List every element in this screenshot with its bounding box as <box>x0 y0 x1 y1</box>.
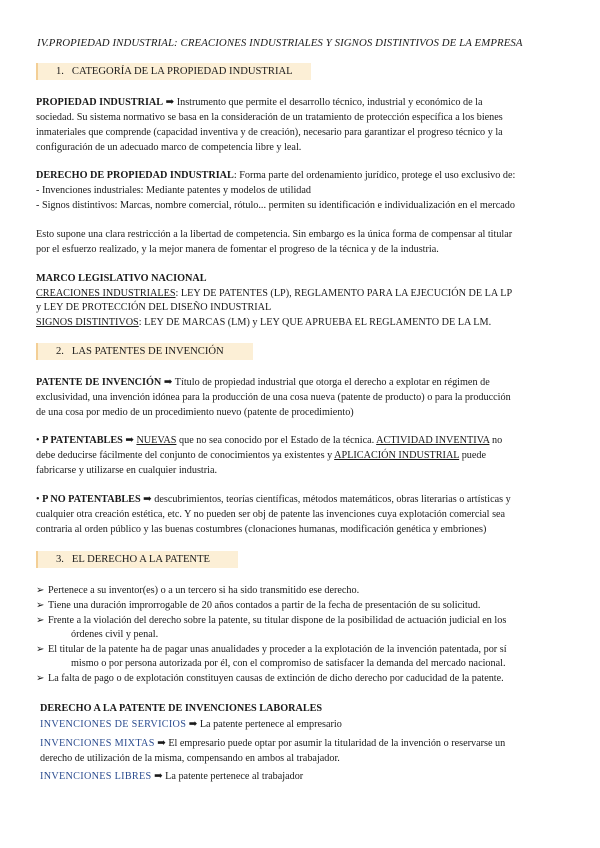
derecho-patente-item <box>36 672 504 685</box>
propiedad-line: sociedad. Su sistema normativo se basa en la consideración de un tratamiento de protección específica a los bienes <box>36 112 503 123</box>
no-patentables-line-1 <box>36 493 511 506</box>
libres-label: INVENCIONES LIBRES <box>40 771 152 782</box>
marco-ci-text: : LEY DE PATENTES (LP), REGLAMENTO PARA LA EJECUCIÓN DE LA LP <box>175 288 513 299</box>
arrow-icon: ➡ <box>188 719 198 730</box>
requisito-actividad: ACTIVIDAD INVENTIVA <box>376 435 490 446</box>
marco-sd-label: SIGNOS DISTINTIVOS <box>36 317 139 328</box>
mixtas-line-2: derecho de utilización de la misma, compensando en ambos al trabajador. <box>40 753 340 764</box>
arrow-icon: ➡ <box>165 97 175 108</box>
item-text: Tiene una duración improrrogable de 20 años contados a partir de la fecha de presentación de su solicitud. <box>48 600 481 611</box>
requisito-nuevas: NUEVAS <box>136 435 177 446</box>
marco-sd-line <box>36 316 491 329</box>
arrowhead-bullet-icon: ➢ <box>36 585 45 596</box>
patentables-text: puede <box>459 450 487 461</box>
section-label: CATEGORÍA DE LA PROPIEDAD INDUSTRIAL <box>71 66 293 77</box>
libres-text: La patente pertenece al trabajador <box>165 771 304 782</box>
arrowhead-bullet-icon: ➢ <box>36 644 45 655</box>
patentables-line-2 <box>36 449 486 462</box>
item-text: El titular de la patente ha de pagar unas anualidades y proceder a la explotación de la invención patentada, por sí <box>48 644 507 655</box>
mixtas-label: INVENCIONES MIXTAS <box>40 738 155 749</box>
marco-ci-label: CREACIONES INDUSTRIALES <box>36 288 176 299</box>
derecho-patente-item <box>36 584 359 597</box>
section-number: 2. <box>56 346 64 357</box>
servicios-text: La patente pertenece al empresario <box>199 719 342 730</box>
derecho-text: : Forma parte del ordenamiento jurídico, protege el uso exclusivo de: <box>233 170 516 181</box>
document-title: IV.PROPIEDAD INDUSTRIAL: CREACIONES INDUSTRIALES Y SIGNOS DISTINTIVOS DE LA EMPRESA <box>37 37 523 49</box>
marco-ci-line-2: y LEY DE PROTECCIÓN DEL DISEÑO INDUSTRIAL <box>36 302 272 313</box>
arrow-icon: ➡ <box>125 435 134 446</box>
section-heading-3 <box>36 551 238 568</box>
mixtas-line <box>40 737 505 750</box>
item-text: Frente a la violación del derecho sobre la patente, su titular dispone de la posibilidad de actuación judicial en los <box>48 615 507 626</box>
patentables-line-1 <box>36 434 502 447</box>
item-text: La falta de pago o de explotación constituyen causas de extinción de dicho derecho por caducidad de la patente. <box>48 673 504 684</box>
no-patentables-term: P NO PATENTABLES <box>42 494 141 505</box>
propiedad-line: inmateriales que comprende (capacidad inventiva y de creación), necesario para garantizar el progreso técnico y la <box>36 127 503 138</box>
restriccion-line: por el esfuerzo realizado, y la mejor manera de fomentar el progreso de la técnica y de la industria. <box>36 244 439 255</box>
no-patentables-line: contraria al orden público y las buenas costumbres (clonaciones humanas, modificación genética y embriones) <box>36 524 487 535</box>
derecho-item: - Signos distintivos: Marcas, nombre comercial, rótulo... permiten su identificación e individualización en el mercado <box>36 200 515 211</box>
item-text-continued: mismo o por persona autorizada por él, con el compromiso de satisfacer la demanda del mercado nacional. <box>71 658 506 669</box>
section-number: 1. <box>56 66 64 77</box>
bullet-dot-icon: • <box>36 435 40 446</box>
propiedad-text: Instrumento que permite el desarrollo técnico, industrial y económico de la <box>176 97 483 108</box>
patente-term: PATENTE DE INVENCIÓN <box>36 377 162 388</box>
section-label: LAS PATENTES DE INVENCIÓN <box>71 346 224 357</box>
section-heading-1 <box>36 63 311 80</box>
arrow-icon: ➡ <box>143 494 152 505</box>
derecho-item: - Invenciones industriales: Mediante patentes y modelos de utilidad <box>36 185 311 196</box>
item-text: Pertenece a su inventor(es) o a un tercero si ha sido transmitido ese derecho. <box>48 585 360 596</box>
marco-heading: MARCO LEGISLATIVO NACIONAL <box>36 273 207 284</box>
derecho-patente-item <box>36 599 480 612</box>
propiedad-line: configuración de un adecuado marco de competencia libre y leal. <box>36 142 302 153</box>
derecho-patente-item <box>36 614 506 627</box>
patentables-text: debe deducirse fácilmente del conjunto de conocimientos ya existentes y <box>36 450 335 461</box>
no-patentables-text: descubrimientos, teorías científicas, métodos matemáticos, obras literarias o artísticas y <box>154 494 511 505</box>
derecho-patente-item <box>36 643 507 656</box>
patentables-text: no <box>489 435 503 446</box>
arrowhead-bullet-icon: ➢ <box>36 673 45 684</box>
patente-line: de una cosa por medio de un procedimiento nuevo (patente de procedimiento) <box>36 407 354 418</box>
arrow-icon: ➡ <box>163 377 173 388</box>
arrowhead-bullet-icon: ➢ <box>36 615 45 626</box>
arrow-icon: ➡ <box>157 738 166 749</box>
derecho-term: DERECHO DE PROPIEDAD INDUSTRIAL <box>36 170 234 181</box>
patentables-text: que no sea conocido por el Estado de la técnica. <box>176 435 377 446</box>
servicios-line <box>40 718 342 731</box>
section-label: EL DERECHO A LA PATENTE <box>71 554 211 565</box>
patente-text: Título de propiedad industrial que otorga el derecho a explotar en régimen de <box>174 377 490 388</box>
libres-line <box>40 770 303 783</box>
derecho-line-1 <box>36 169 515 182</box>
patente-line-1 <box>36 376 490 389</box>
bullet-dot-icon: • <box>36 494 40 505</box>
section-number: 3. <box>56 554 64 565</box>
section-heading-2 <box>36 343 253 360</box>
patentables-term: P PATENTABLES <box>42 435 123 446</box>
arrowhead-bullet-icon: ➢ <box>36 600 45 611</box>
restriccion-line: Esto supone una clara restricción a la libertad de competencia. Sin embargo es la única forma de compensar al titular <box>36 229 513 240</box>
item-text-continued: órdenes civil y penal. <box>71 629 159 640</box>
servicios-label: INVENCIONES DE SERVICIOS <box>40 719 187 730</box>
no-patentables-line: cualquier otra creación estética, etc. Y no pueden ser obj de patente las invenciones cuya explotación comercial sea <box>36 509 506 520</box>
arrow-icon: ➡ <box>154 771 163 782</box>
requisito-aplicacion: APLICACIÓN INDUSTRIAL <box>334 450 460 461</box>
marco-sd-text: : LEY DE MARCAS (LM) y LEY QUE APRUEBA EL REGLAMENTO DE LA LM. <box>138 317 492 328</box>
patentables-line-3: fabricarse y utilizarse en cualquier industria. <box>36 465 218 476</box>
mixtas-text: El empresario puede optar por asumir la titularidad de la invención o reservarse un <box>168 738 506 749</box>
laborales-heading: DERECHO A LA PATENTE DE INVENCIONES LABORALES <box>40 703 323 714</box>
marco-ci-line <box>36 287 512 300</box>
propiedad-term: PROPIEDAD INDUSTRIAL <box>36 97 164 108</box>
patente-line: exclusividad, una invención idónea para la producción de una cosa nueva (patente de producto) o para la producción <box>36 392 511 403</box>
propiedad-line-1 <box>36 96 483 109</box>
